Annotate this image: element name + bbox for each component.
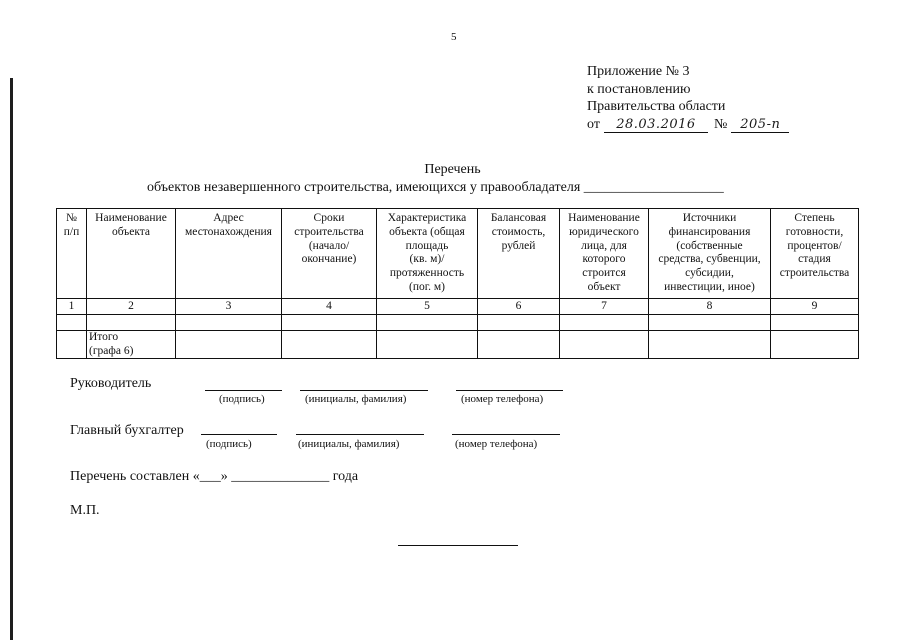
column-numbers-row bbox=[57, 299, 859, 315]
header-book-value: Балансовая стоимость, рублей bbox=[478, 209, 560, 299]
column-number: 2 bbox=[87, 299, 176, 315]
table-cell bbox=[478, 331, 560, 359]
accountant-signature-line bbox=[201, 434, 277, 435]
head-label: Руководитель bbox=[70, 376, 152, 391]
header-address: Адрес местонахождения bbox=[176, 209, 282, 299]
table-cell bbox=[649, 315, 771, 331]
document-subtitle bbox=[147, 180, 724, 196]
table-cell bbox=[57, 331, 87, 359]
appendix-government: Правительства области bbox=[587, 99, 726, 114]
head-phone-caption: (номер телефона) bbox=[461, 393, 544, 405]
table-cell bbox=[771, 331, 859, 359]
total-label: Итого (графа 6) bbox=[87, 331, 176, 359]
accountant-phone-line bbox=[452, 434, 560, 435]
table-cell bbox=[560, 331, 649, 359]
table-cell bbox=[377, 331, 478, 359]
table-cell bbox=[649, 331, 771, 359]
appendix-title: Приложение № 3 bbox=[587, 64, 690, 79]
owner-blank: ____________________ bbox=[583, 180, 724, 195]
header-legal-entity: Наименование юридического лица, для которого строится объект bbox=[560, 209, 649, 299]
head-name-caption: (инициалы, фамилия) bbox=[305, 393, 407, 405]
header-readiness: Степень готовности, процентов/ стадия строительства bbox=[771, 209, 859, 299]
table-cell bbox=[377, 315, 478, 331]
compiled-date-line: Перечень составлен «___» ______________ года bbox=[70, 469, 359, 484]
accountant-signature-caption: (подпись) bbox=[206, 438, 252, 450]
table-cell bbox=[57, 315, 87, 331]
head-signature-line bbox=[205, 390, 282, 391]
table-cell bbox=[87, 315, 176, 331]
column-number: 8 bbox=[649, 299, 771, 315]
table-row bbox=[57, 315, 859, 331]
header-funding-sources: Источники финансирования (собственные средства, субвенции, субсидии, инвестиции, иное) bbox=[649, 209, 771, 299]
appendix-block bbox=[587, 63, 789, 133]
table-header-row bbox=[57, 209, 859, 299]
number-sign: № bbox=[713, 116, 728, 132]
column-number: 5 bbox=[377, 299, 478, 315]
column-number: 9 bbox=[771, 299, 859, 315]
appendix-resolution: к постановлению bbox=[587, 81, 691, 97]
closing-divider bbox=[398, 545, 518, 546]
column-number: 3 bbox=[176, 299, 282, 315]
header-characteristics: Характеристика объекта (общая площадь (кв. м)/ протяженность (пог. м) bbox=[377, 209, 478, 299]
head-phone-line bbox=[456, 390, 563, 391]
table-cell bbox=[282, 315, 377, 331]
table-cell bbox=[176, 331, 282, 359]
table-cell bbox=[560, 315, 649, 331]
header-construction-period: Сроки строительства (начало/ окончание) bbox=[282, 209, 377, 299]
header-object-name: Наименование объекта bbox=[87, 209, 176, 299]
accountant-name-line bbox=[296, 434, 424, 435]
page-number: 5 bbox=[451, 31, 457, 43]
subtitle-text: объектов незавершенного строительства, имеющихся у правообладателя bbox=[147, 180, 581, 195]
document-title: Перечень bbox=[424, 162, 481, 177]
table-cell bbox=[282, 331, 377, 359]
column-number: 6 bbox=[478, 299, 560, 315]
column-number: 1 bbox=[57, 299, 87, 315]
header-number: № п/п bbox=[57, 209, 87, 299]
handwritten-date: 28.03.2016 bbox=[604, 117, 708, 133]
objects-table bbox=[56, 208, 859, 359]
accountant-label: Главный бухгалтер bbox=[70, 423, 184, 438]
stamp-place: М.П. bbox=[70, 503, 100, 518]
total-row bbox=[57, 331, 859, 359]
table-cell bbox=[478, 315, 560, 331]
head-name-line bbox=[300, 390, 428, 391]
accountant-name-caption: (инициалы, фамилия) bbox=[298, 438, 400, 450]
handwritten-number: 205-п bbox=[731, 117, 789, 133]
accountant-phone-caption: (номер телефона) bbox=[455, 438, 538, 450]
head-signature-caption: (подпись) bbox=[219, 393, 265, 405]
table-cell bbox=[771, 315, 859, 331]
table-cell bbox=[176, 315, 282, 331]
date-prefix: от bbox=[587, 116, 600, 132]
column-number: 4 bbox=[282, 299, 377, 315]
appendix-date-row bbox=[587, 116, 789, 134]
column-number: 7 bbox=[560, 299, 649, 315]
